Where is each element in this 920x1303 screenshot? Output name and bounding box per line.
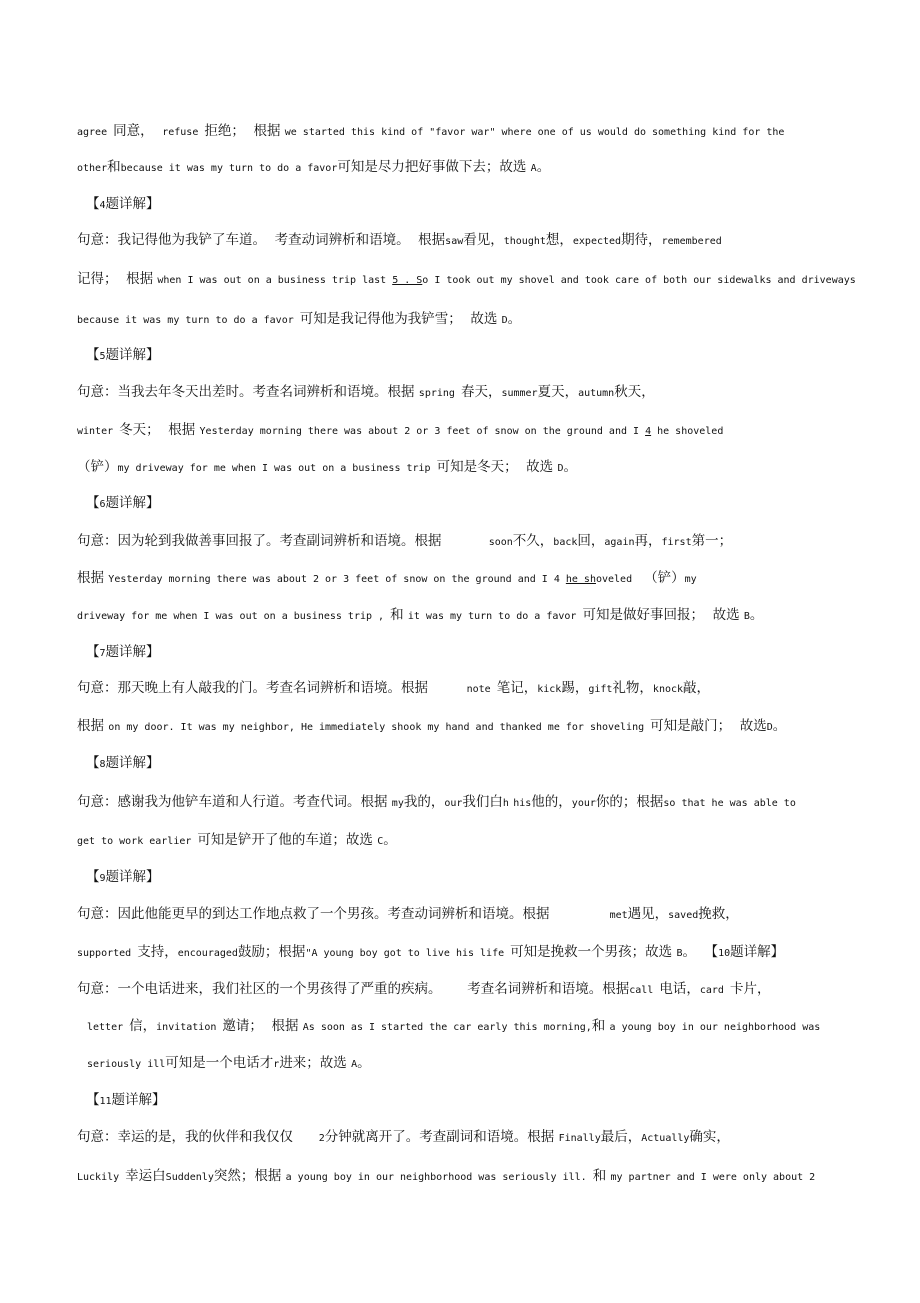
- text-run: 8: [99, 759, 106, 770]
- text-run: 题详解】: [105, 755, 160, 771]
- text-run: 句意：我记得他为我铲了车道。 考查动词辨析和语境。 根据: [77, 232, 446, 248]
- text-run: A: [530, 163, 537, 174]
- text-run: 可知是尽力把好事做下去；故选: [337, 159, 531, 175]
- text-line: [77, 792, 860, 814]
- text-run: Yesterday morning there was about 2 or 3 feet of snow on the ground and I 4: [108, 574, 566, 585]
- text-run: 。 【: [682, 944, 719, 960]
- text-run: 看见，: [463, 232, 504, 248]
- text-line: [77, 979, 860, 1001]
- text-run: invitation: [156, 1022, 223, 1033]
- text-run: 和: [592, 1168, 611, 1184]
- text-run: 4: [645, 426, 652, 437]
- text-run: my: [391, 798, 404, 809]
- text-line: [77, 568, 860, 590]
- text-run: A: [351, 1059, 358, 1070]
- text-run: 。: [749, 607, 764, 623]
- text-run: 第一；: [691, 533, 733, 549]
- text-run: soon: [488, 537, 513, 548]
- text-line: [77, 457, 860, 479]
- text-run: so that he was able to: [663, 798, 796, 809]
- text-run: 。: [563, 459, 577, 475]
- text-run: encouraged: [177, 948, 238, 959]
- text-run: 。: [357, 1055, 371, 1071]
- text-run: 题详解】: [730, 944, 785, 960]
- text-run: 。: [507, 311, 522, 327]
- text-run: get to work earlier: [77, 836, 198, 847]
- text-run: knock: [652, 684, 684, 695]
- text-run: 突然；根据: [213, 1168, 286, 1184]
- section-heading: [86, 194, 860, 216]
- text-run: kick: [537, 684, 562, 695]
- text-run: 回，: [577, 533, 605, 549]
- text-line: [77, 230, 860, 252]
- text-run: 句意：幸运的是，我的伙伴和我仅仅: [77, 1129, 319, 1145]
- section-heading: [86, 493, 860, 515]
- section-heading: [86, 642, 860, 664]
- text-run: letter: [87, 1022, 130, 1033]
- text-run: 可知是铲开了他的车道；故选: [197, 832, 378, 848]
- text-run: 根据: [77, 718, 109, 734]
- text-run: 10: [718, 948, 731, 959]
- text-run: 。: [536, 159, 551, 175]
- text-line: [87, 1016, 860, 1038]
- text-run: note: [466, 684, 497, 695]
- text-run: a young boy in our neighborhood was seriously ill.: [285, 1172, 593, 1183]
- text-run: 【: [86, 196, 100, 212]
- text-line: [87, 1053, 860, 1075]
- text-run: 邀请； 根据: [222, 1018, 303, 1034]
- text-run: spring: [418, 388, 461, 399]
- text-line: [77, 382, 860, 404]
- text-run: "A young boy got to live his life: [305, 948, 511, 959]
- text-run: 6: [99, 499, 106, 510]
- text-run: 敲，: [683, 680, 711, 696]
- text-run: 可知是一个电话才: [165, 1055, 274, 1071]
- text-line: [77, 678, 860, 700]
- text-run: 和: [390, 607, 408, 623]
- text-run: 可知是我记得他为我铲雪； 故选: [299, 311, 502, 327]
- text-run: on my door. It was my neighbor, He immediately shook my hand and thanked me for shoveling: [108, 722, 651, 733]
- text-run: 拒绝； 根据: [204, 123, 285, 139]
- text-run: supported: [77, 948, 138, 959]
- text-line: [77, 1166, 860, 1188]
- text-run: 我们白: [462, 794, 503, 810]
- text-run: As soon as I started the car early this morning,: [302, 1022, 592, 1033]
- text-line: [77, 531, 860, 553]
- text-run: 再，: [634, 533, 662, 549]
- text-line: [77, 269, 860, 291]
- text-run: Suddenly: [165, 1172, 214, 1183]
- text-line: [77, 830, 860, 852]
- text-run: his: [513, 798, 532, 809]
- text-run: my driveway for me when I was out on a business trip: [117, 463, 437, 474]
- text-run: D: [557, 463, 564, 474]
- text-run: B: [743, 611, 750, 622]
- text-run: （铲）: [77, 459, 118, 475]
- text-run: he sh: [565, 574, 596, 585]
- section-heading: [86, 753, 860, 775]
- text-run: D: [766, 722, 773, 733]
- text-run: 和: [107, 159, 121, 175]
- text-run: 确实，: [689, 1129, 730, 1145]
- text-run: 夏天，: [537, 384, 579, 400]
- text-run: 【: [86, 869, 100, 885]
- text-run: 进来；故选: [279, 1055, 352, 1071]
- text-run: 4: [99, 200, 106, 211]
- text-run: 题详解】: [105, 196, 160, 212]
- text-run: h: [502, 798, 509, 809]
- text-run: 挽救，: [698, 906, 739, 922]
- text-run: summer: [501, 388, 538, 399]
- text-run: 春天，: [460, 384, 502, 400]
- text-line: [77, 1127, 860, 1149]
- text-run: 5: [99, 351, 106, 362]
- text-run: 期待，: [621, 232, 662, 248]
- text-run: 5 . S: [392, 275, 423, 286]
- text-run: 支持，: [137, 944, 178, 960]
- text-run: 笔记，: [496, 680, 538, 696]
- text-run: 可知是做好事回报； 故选: [582, 607, 744, 623]
- text-line: [77, 309, 860, 331]
- text-run: B: [676, 948, 683, 959]
- text-run: 11: [99, 1096, 112, 1107]
- text-line: [77, 904, 860, 926]
- text-run: back: [553, 537, 578, 548]
- text-run: 可知是敲门； 故选: [650, 718, 767, 734]
- text-run: 不久，: [512, 533, 554, 549]
- text-run: gift: [588, 684, 613, 695]
- text-line: [77, 605, 860, 627]
- text-run: 2: [318, 1133, 325, 1144]
- text-line: [77, 716, 860, 738]
- text-run: 他的，: [531, 794, 572, 810]
- text-run: 鼓励；根据: [237, 944, 306, 960]
- text-run: first: [661, 537, 692, 548]
- text-run: 句意：当我去年冬天出差时。考查名词辨析和语境。根据: [77, 384, 419, 400]
- text-run: because it was my turn to do a favor: [120, 163, 338, 174]
- text-run: 题详解】: [111, 1092, 166, 1108]
- text-run: 遇见，: [627, 906, 669, 922]
- section-heading: [86, 867, 860, 889]
- text-run: call: [629, 985, 660, 996]
- text-line: [77, 942, 860, 964]
- text-run: again: [604, 537, 635, 548]
- text-run: 可知是冬天； 故选: [436, 459, 558, 475]
- text-run: 。: [772, 718, 787, 734]
- text-run: Finally: [558, 1133, 601, 1144]
- text-run: 踢，: [561, 680, 589, 696]
- section-heading: [86, 345, 860, 367]
- text-run: remembered: [661, 236, 722, 247]
- text-run: your: [571, 798, 596, 809]
- text-run: 想，: [545, 232, 573, 248]
- text-run: o I took out my shovel and took care of both our sidewalks and driveways: [422, 275, 856, 286]
- text-run: 句意：感谢我为他铲车道和人行道。考查代词。根据: [77, 794, 392, 810]
- text-run: 题详解】: [105, 644, 160, 660]
- text-run: 电话，: [659, 981, 700, 997]
- text-line: [77, 420, 860, 442]
- text-run: 句意：一个电话进来，我们社区的一个男孩得了严重的疾病。 考查名词辨析和语境。根据: [77, 981, 630, 997]
- text-run: 最后，: [600, 1129, 642, 1145]
- text-run: a young boy in our neighborhood was: [609, 1022, 821, 1033]
- text-run: agree: [77, 127, 114, 138]
- text-run: 【: [86, 1092, 100, 1108]
- text-run: 【: [86, 495, 100, 511]
- text-line: [77, 121, 860, 143]
- text-run: met: [609, 910, 628, 921]
- text-run: 句意：因为轮到我做善事回报了。考查副词辨析和语境。根据: [77, 533, 489, 549]
- text-run: Yesterday morning there was about 2 or 3 feet of snow on the ground and I: [199, 426, 646, 437]
- text-run: （铲）: [644, 570, 685, 586]
- text-run: 信，: [129, 1018, 157, 1034]
- text-run: it was my turn to do a favor: [407, 611, 583, 622]
- text-run: 卡片，: [729, 981, 771, 997]
- text-run: 礼物，: [612, 680, 653, 696]
- text-run: 分钟就离开了。考查副词和语境。根据: [324, 1129, 559, 1145]
- text-run: 可知是挽救一个男孩；故选: [510, 944, 677, 960]
- text-run: Actually: [641, 1133, 690, 1144]
- text-run: winter: [77, 426, 120, 437]
- text-run: 7: [99, 648, 106, 659]
- text-run: refuse: [162, 127, 205, 138]
- text-run: when I was out on a business trip last: [157, 275, 393, 286]
- text-run: other: [77, 163, 108, 174]
- text-run: expected: [572, 236, 622, 247]
- text-run: my partner and I were only about 2: [610, 1172, 816, 1183]
- text-run: 秋天，: [614, 384, 655, 400]
- text-run: saved: [668, 910, 699, 921]
- text-run: D: [501, 315, 508, 326]
- text-run: 【: [86, 347, 100, 363]
- text-line: [77, 157, 860, 179]
- text-run: 和: [591, 1018, 610, 1034]
- text-run: 【: [86, 644, 100, 660]
- text-run: we started this kind of "favor war" where one of us would do something kind for the: [284, 127, 785, 138]
- text-run: 你的；根据: [595, 794, 664, 810]
- text-run: 题详解】: [105, 347, 160, 363]
- text-run: 根据: [77, 570, 109, 586]
- text-run: thought: [503, 236, 546, 247]
- text-run: 题详解】: [105, 495, 160, 511]
- text-run: oveled: [595, 574, 645, 585]
- text-run: C: [377, 836, 384, 847]
- text-run: seriously ill: [87, 1059, 166, 1070]
- text-run: 冬天； 根据: [119, 422, 200, 438]
- text-run: 记得； 根据: [77, 271, 158, 287]
- text-run: 句意：因此他能更早的到达工作地点救了一个男孩。考查动词辨析和语境。根据: [77, 906, 610, 922]
- text-run: 。: [383, 832, 397, 848]
- text-run: because it was my turn to do a favor: [77, 315, 300, 326]
- text-run: 幸运白: [125, 1168, 166, 1184]
- text-run: 同意，: [113, 123, 163, 139]
- text-run: 题详解】: [105, 869, 160, 885]
- text-run: our: [444, 798, 463, 809]
- text-run: autumn: [578, 388, 615, 399]
- text-run: Luckily: [77, 1172, 126, 1183]
- text-run: my: [684, 574, 697, 585]
- text-run: he shoveled: [651, 426, 724, 437]
- text-run: r: [273, 1059, 280, 1070]
- text-run: saw: [445, 236, 464, 247]
- text-run: 【: [86, 755, 100, 771]
- text-run: 我的，: [403, 794, 445, 810]
- text-run: card: [699, 985, 730, 996]
- text-run: 9: [99, 873, 106, 884]
- text-run: 句意：那天晚上有人敲我的门。考查名词辨析和语境。根据: [77, 680, 467, 696]
- section-heading: [86, 1090, 860, 1112]
- text-run: driveway for me when I was out on a business trip ,: [77, 611, 391, 622]
